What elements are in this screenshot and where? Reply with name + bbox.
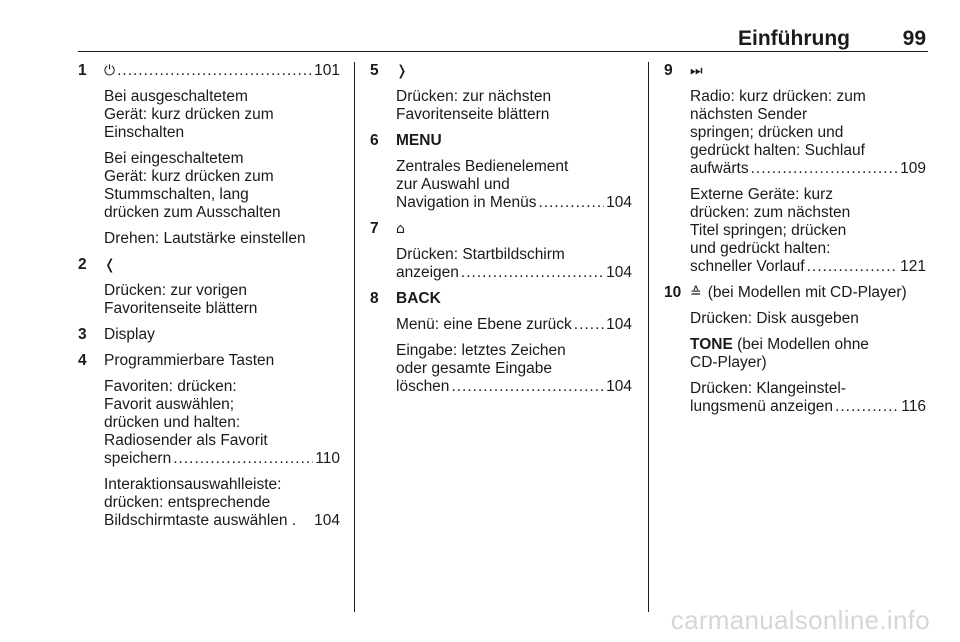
leader-dots [574, 316, 604, 334]
leader-dots [751, 160, 899, 178]
column-divider [354, 62, 355, 612]
paragraph: Favoriten: drücken: Favorit auswählen; drücken und halten: Radiosender als Favorit speichern ..... 110 [104, 378, 340, 468]
column-left [78, 62, 340, 530]
leader-dots [835, 398, 899, 416]
home-icon: ⌂ [396, 221, 405, 237]
leader-dots [461, 264, 604, 282]
page-reference: 101 [314, 62, 340, 79]
skip-forward-icon: ⏭ [690, 63, 703, 79]
paragraph: Drücken: zur nächsten Favoritenseite blättern [396, 88, 552, 123]
chevron-right-icon: ❭ [396, 63, 408, 79]
column-divider [648, 62, 649, 612]
page-reference: 104 [606, 378, 632, 395]
paragraph: Menü: eine Ebene zurück ..... 104 [396, 316, 632, 334]
paragraph: Interaktionsauswahlleiste: drücken: entsprechende Bildschirmtaste auswählen . 104 [104, 476, 340, 529]
page-reference: 110 [315, 450, 340, 467]
item-number: 7 [370, 220, 379, 237]
page-reference: 104 [606, 264, 632, 281]
list-item [664, 284, 926, 416]
item-number: 1 [78, 62, 87, 79]
paragraph: Drücken: zur vorigen Favoritenseite blättern [104, 282, 258, 317]
item-label: (bei Modellen mit CD-Player) [707, 284, 907, 301]
page-reference: 116 [901, 398, 926, 415]
page-number: 99 [902, 27, 926, 50]
item-label: MENU [396, 132, 442, 149]
paragraph: Radio: kurz drücken: zum nächsten Sender springen; drücken und gedrückt halten: Suchlauf aufwärts ..... 109 [690, 88, 926, 178]
page-reference: 104 [606, 194, 632, 211]
list-item [78, 352, 340, 530]
chevron-left-icon: ❬ [104, 257, 116, 273]
eject-icon: ≙ [690, 285, 702, 301]
paragraph: Drücken: Disk ausgeben [690, 310, 859, 327]
leader-dots [451, 378, 604, 396]
leader-dots [117, 62, 312, 80]
power-icon: ⏻ [104, 63, 116, 79]
list-item [78, 62, 340, 248]
paragraph: Eingabe: letztes Zeichen oder gesamte Eingabe löschen ..... 104 [396, 342, 632, 396]
column-middle [370, 62, 632, 396]
item-label: Programmierbare Tasten [104, 352, 275, 369]
page-reference: 104 [314, 512, 340, 529]
watermark: carmanualsonline.info [670, 605, 930, 635]
paragraph: Drücken: Klangeinstel- lungsmenü anzeigen ..... 116 [690, 380, 926, 416]
item-number: 6 [370, 132, 379, 149]
leader-dots [173, 450, 313, 468]
item-number: 4 [78, 352, 87, 369]
page-reference: 104 [606, 316, 632, 333]
paragraph: Bei eingeschaltetem Gerät: kurz drücken zum Stummschalten, lang drücken zum Ausschalten [104, 150, 281, 221]
leader-dots [538, 194, 604, 212]
item-label: Display [104, 326, 155, 343]
leader-dots [807, 258, 899, 276]
item-number: 5 [370, 62, 379, 79]
item-number: 2 [78, 256, 87, 273]
item-number: 10 [664, 284, 682, 301]
paragraph: Drücken: Startbildschirm anzeigen ..... 104 [396, 246, 632, 282]
paragraph: Externe Geräte: kurz drücken: zum nächsten Titel springen; drücken und gedrückt halten: schneller Vorlauf ..... 121 [690, 186, 926, 276]
list-item [370, 62, 632, 124]
list-item [370, 132, 632, 212]
list-item [664, 62, 926, 276]
item-label: BACK [396, 290, 441, 307]
page-title: Einführung [738, 27, 850, 50]
item-number: 3 [78, 326, 87, 343]
item-number: 9 [664, 62, 673, 79]
list-item [370, 220, 632, 282]
list-item [78, 326, 340, 344]
page-reference: 109 [900, 160, 926, 177]
column-right [664, 62, 926, 416]
list-item [78, 256, 340, 318]
paragraph: Bei ausgeschaltetem Gerät: kurz drücken zum Einschalten [104, 88, 274, 141]
paragraph: Drehen: Lautstärke einstellen [104, 230, 306, 247]
paragraph: TONE (bei Modellen ohne CD-Player) [690, 336, 869, 371]
page-reference: 121 [900, 258, 926, 275]
tone-label: TONE [690, 336, 733, 353]
page-header [78, 26, 928, 52]
item-number: 8 [370, 290, 379, 307]
list-item [370, 290, 632, 396]
paragraph: Zentrales Bedienelement zur Auswahl und Navigation in Menüs ..... 104 [396, 158, 632, 212]
